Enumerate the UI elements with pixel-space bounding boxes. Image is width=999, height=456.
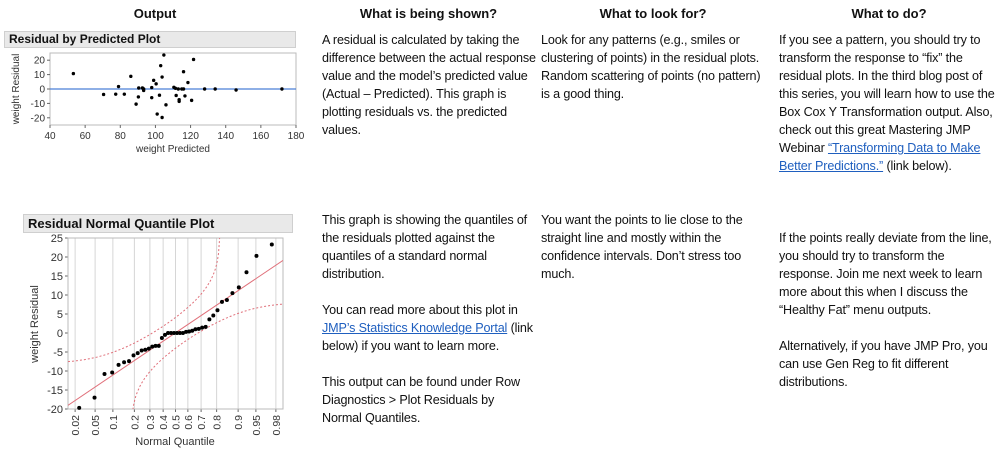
residual-normal-quantile-panel xyxy=(23,212,295,452)
data-point xyxy=(215,308,219,312)
data-point xyxy=(230,291,234,295)
x-tick-label: 0.4 xyxy=(158,415,171,430)
data-point xyxy=(182,70,185,73)
data-point xyxy=(140,348,144,352)
data-point xyxy=(77,406,81,410)
data-point xyxy=(152,79,155,82)
data-point xyxy=(182,87,185,90)
data-point xyxy=(183,94,186,97)
data-point xyxy=(132,353,136,357)
data-point xyxy=(147,347,151,351)
y-tick-label: -20 xyxy=(30,113,45,125)
header-output: Output xyxy=(133,6,177,21)
data-point xyxy=(213,87,216,90)
data-point xyxy=(114,92,117,95)
data-point xyxy=(177,100,180,103)
header-what-to-look-for: What to look for? xyxy=(599,6,707,21)
y-tick-label: 25 xyxy=(50,233,63,245)
data-point xyxy=(160,336,164,340)
text: You can read more about this plot in xyxy=(322,303,518,317)
data-point xyxy=(204,325,208,329)
y-tick-label: 20 xyxy=(33,55,45,67)
data-point xyxy=(134,102,137,105)
data-point xyxy=(162,53,165,56)
statistics-knowledge-portal-link[interactable]: JMP’s Statistics Knowledge Portal xyxy=(322,321,508,335)
data-point xyxy=(220,300,224,304)
row2-what-to-look-for xyxy=(541,211,767,283)
data-point xyxy=(154,82,157,85)
x-tick-label: 0.95 xyxy=(250,415,263,436)
data-point xyxy=(164,103,167,106)
text: Alternatively, if you have JMP Pro, you can use Gen Reg to fit different distributions. xyxy=(779,339,988,389)
data-point xyxy=(160,116,163,119)
x-tick-label: 0.02 xyxy=(70,415,83,436)
x-tick-label: 0.5 xyxy=(170,415,183,430)
data-point xyxy=(192,58,195,61)
x-tick-label: 180 xyxy=(287,131,305,142)
data-point xyxy=(237,285,241,289)
text: A residual is calculated by taking the difference between the actual response value and the model’s predicted value (Actual – Predicted). This graph is plotting residuals vs. the predicted values. xyxy=(322,33,536,137)
row2-what-is-shown xyxy=(322,211,537,427)
y-tick-label: 0 xyxy=(39,84,45,96)
data-point xyxy=(136,351,140,355)
data-point xyxy=(142,87,145,90)
data-point xyxy=(160,75,163,78)
data-point xyxy=(186,81,189,84)
data-point xyxy=(158,93,161,96)
data-point xyxy=(143,348,147,352)
x-tick-label: 80 xyxy=(114,131,126,142)
text: (link below) if you want to learn more. xyxy=(322,321,533,353)
row1-what-to-look-for xyxy=(541,31,767,103)
data-point xyxy=(123,92,126,95)
x-tick-label: 0.1 xyxy=(107,415,120,430)
webinar-link[interactable]: “Transforming Data to Make Better Predictions.” xyxy=(779,141,981,173)
x-tick-label: 0.7 xyxy=(196,415,209,430)
x-tick-label: 0.3 xyxy=(144,415,157,430)
data-point xyxy=(150,86,153,89)
header-what-is-shown: What is being shown? xyxy=(359,6,498,21)
row1-what-is-shown xyxy=(322,31,537,139)
data-point xyxy=(207,317,211,321)
x-tick-label: 40 xyxy=(44,131,56,142)
x-tick-label: 0.2 xyxy=(129,415,142,430)
chart-title[interactable]: Residual by Predicted Plot xyxy=(4,31,296,48)
y-tick-label: -10 xyxy=(47,366,63,378)
data-point xyxy=(150,96,153,99)
y-tick-label: 15 xyxy=(50,271,63,283)
row1-what-to-do xyxy=(779,31,999,175)
x-tick-label: 0.98 xyxy=(270,415,283,436)
data-point xyxy=(129,75,132,78)
x-axis-label: Normal Quantile xyxy=(135,436,215,448)
data-point xyxy=(254,254,258,258)
data-point xyxy=(234,88,237,91)
data-point xyxy=(244,270,248,274)
data-point xyxy=(211,314,215,318)
residual-normal-quantile-plot xyxy=(23,212,295,452)
y-tick-label: 0 xyxy=(56,328,63,340)
text: (link below). xyxy=(883,159,952,173)
x-tick-label: 60 xyxy=(79,131,91,142)
data-point xyxy=(203,87,206,90)
data-point xyxy=(177,87,180,90)
data-point xyxy=(72,72,75,75)
x-tick-label: 0.9 xyxy=(233,415,246,430)
data-point xyxy=(200,326,204,330)
text: You want the points to lie close to the straight line and mostly within the confidence intervals. Don’t stress too much. xyxy=(541,213,743,281)
x-tick-label: 120 xyxy=(182,131,199,142)
data-point xyxy=(150,345,154,349)
data-point xyxy=(102,93,105,96)
y-tick-label: -10 xyxy=(30,98,45,110)
text: Look for any patterns (e.g., smiles or clustering of points) in the residual plots. Random scattering of points (no pattern) is a good thing. xyxy=(541,33,761,101)
data-point xyxy=(174,94,177,97)
data-point xyxy=(93,396,97,400)
text: This graph is showing the quantiles of the residuals plotted against the quantiles of a standard normal distribution. xyxy=(322,213,528,281)
data-point xyxy=(122,360,126,364)
data-point xyxy=(127,359,131,363)
x-tick-label: 100 xyxy=(147,131,164,142)
data-point xyxy=(225,298,229,302)
data-point xyxy=(159,64,162,67)
text: If you see a pattern, you should try to transform the response to “fix” the residual plots. In the third blog post of this series, you will learn how to use the Box Cox Y Transformation output. Also, check out this great Mastering JMP Webinar xyxy=(779,33,995,155)
residual-by-predicted-panel xyxy=(4,30,305,160)
text: If the points really deviate from the line, you should try to transform the response. Join me next week to learn more about this when I discuss the “Healthy Fat” menu outputs. xyxy=(779,231,992,317)
x-axis-label: weight Predicted xyxy=(136,144,210,155)
data-point xyxy=(103,372,107,376)
residual-by-predicted-plot xyxy=(4,30,305,160)
y-tick-label: 10 xyxy=(50,290,63,302)
y-tick-label: -15 xyxy=(47,385,63,397)
data-point xyxy=(110,371,114,375)
data-point xyxy=(117,363,121,367)
chart-title[interactable]: Residual Normal Quantile Plot xyxy=(23,214,293,233)
y-tick-label: 10 xyxy=(33,70,45,82)
x-tick-label: 160 xyxy=(252,131,270,142)
data-point xyxy=(197,327,201,331)
x-tick-label: 0.05 xyxy=(90,415,103,436)
y-tick-label: 20 xyxy=(50,252,63,264)
x-tick-label: 0.8 xyxy=(211,415,224,430)
y-tick-label: 5 xyxy=(56,309,63,321)
row2-what-to-do xyxy=(779,229,999,391)
data-point xyxy=(117,85,120,88)
header-what-to-do: What to do? xyxy=(851,6,927,21)
y-axis-label: weight Residual xyxy=(11,53,22,125)
data-point xyxy=(137,86,140,89)
data-point xyxy=(137,95,140,98)
y-tick-label: -5 xyxy=(53,347,63,359)
data-point xyxy=(280,87,283,90)
data-point xyxy=(190,99,193,102)
y-axis-label: weight Residual xyxy=(29,285,41,363)
text: This output can be found under Row Diagnostics > Plot Residuals by Normal Quantiles. xyxy=(322,375,520,425)
x-tick-label: 140 xyxy=(217,131,235,142)
data-point xyxy=(155,112,158,115)
data-point xyxy=(157,344,161,348)
x-tick-label: 0.6 xyxy=(182,415,195,430)
data-point xyxy=(270,242,274,246)
y-tick-label: -20 xyxy=(47,404,63,416)
